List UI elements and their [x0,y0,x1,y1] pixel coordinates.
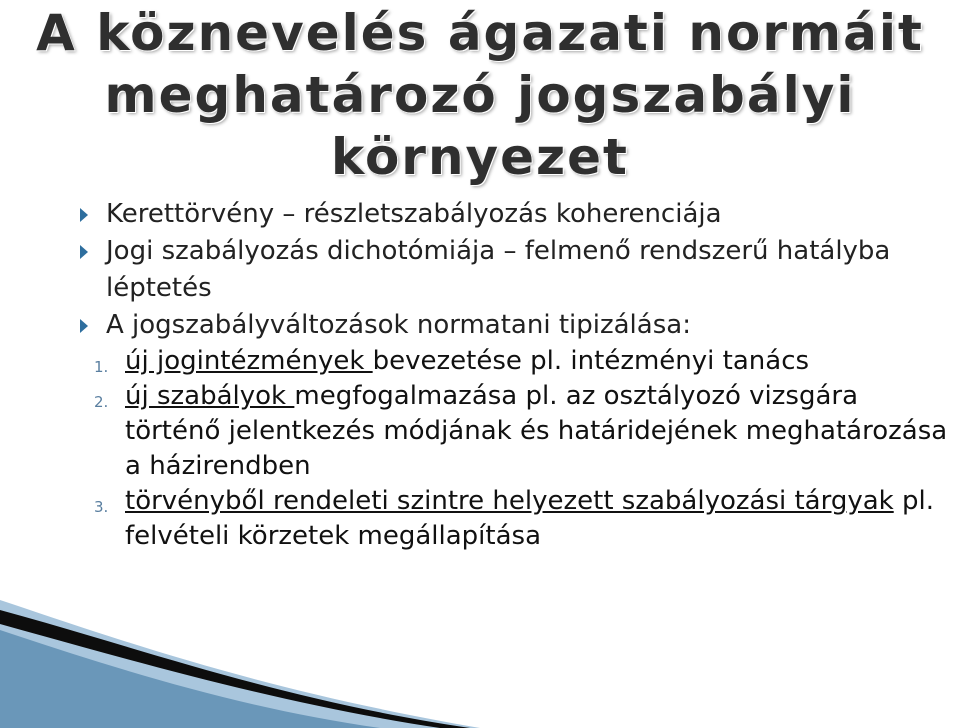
numbered-item [50,484,958,554]
item-number: 2. [94,393,109,411]
decorative-swoosh [0,600,480,728]
slide-title [0,2,960,188]
item-number: 3. [94,498,109,516]
item-underlined-text: új szabályok [125,381,295,411]
arrow-bullet-icon [80,208,88,222]
bullet-text: A jogszabályváltozások normatani tipizálása: [106,310,691,340]
item-text: megfogalmazása pl. az osztályozó vizsgára történő jelentkezés módjának és határidejének meghatározása a házirendben [125,381,948,481]
item-text: bevezetése pl. intézményi tanács [372,346,810,376]
numbered-item [50,344,958,379]
item-text: pl. felvételi körzetek megállapítása [125,486,934,551]
title-line-2: meghatározó jogszabályi [104,66,856,124]
arrow-bullet-icon [80,319,88,333]
item-underlined-text: törvényből rendeleti szintre helyezett szabályozási tárgyak [125,486,894,516]
bullet-text: Jogi szabályozás dichotómiája – felmenő rendszerű hatályba léptetés [106,236,891,303]
item-number: 1. [94,358,109,376]
bullet-list [78,196,958,554]
bullet-item [78,307,958,344]
bullet-item [78,196,958,233]
arrow-bullet-icon [80,245,88,259]
bullet-text: Kerettörvény – részletszabályozás koherenciája [106,199,722,229]
item-underlined-text: új jogintézmények [125,346,373,376]
bullet-item [78,233,958,307]
title-line-1: A köznevelés ágazati normáit [36,4,924,62]
numbered-item [50,379,958,484]
title-line-3: környezet [331,128,629,186]
